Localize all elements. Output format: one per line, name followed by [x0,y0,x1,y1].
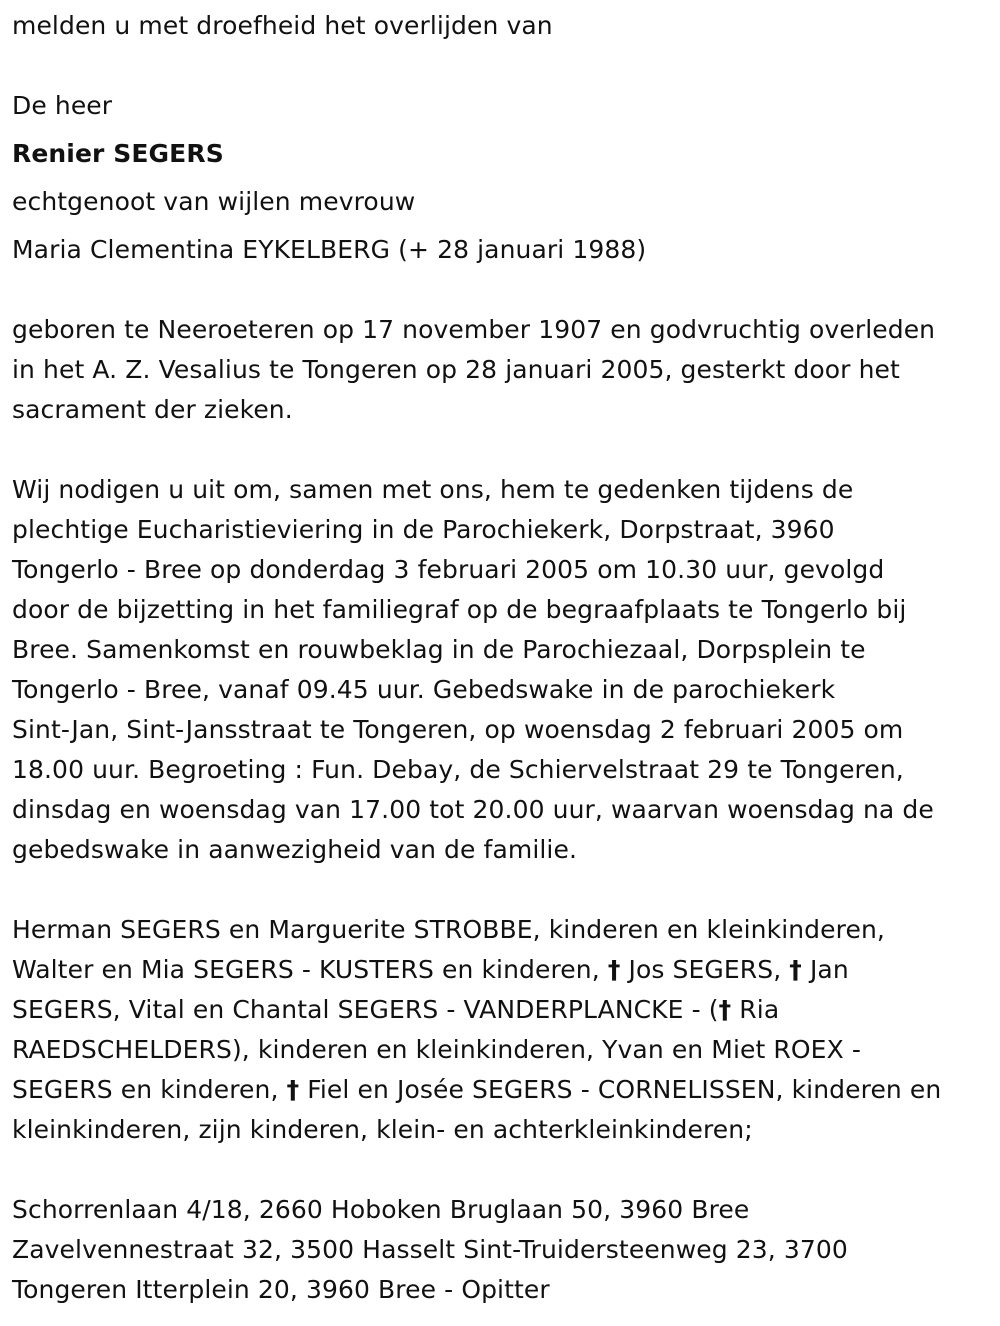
family-line [12,990,779,1030]
address-line: Tongeren Itterplein 20, 3960 Bree - Opitter [12,1275,550,1304]
paragraph-line: in het A. Z. Vesalius te Tongeren op 28 januari 2005, gesterkt door het [12,355,900,384]
family-text: Fiel en Josée SEGERS - CORNELISSEN, kinderen en [299,1075,942,1104]
cross-icon: † [286,1075,300,1104]
paragraph-line: Tongerlo - Bree, vanaf 09.45 uur. Gebedswake in de parochiekerk [12,675,836,704]
address-line: Schorrenlaan 4/18, 2660 Hoboken Bruglaan 50, 3960 Bree [12,1195,750,1224]
cross-icon: † [789,955,802,984]
family-line: kleinkinderen, zijn kinderen, klein- en achterkleinkinderen; [12,1115,753,1144]
paragraph-line: Sint-Jan, Sint-Jansstraat te Tongeren, op woensdag 2 februari 2005 om [12,715,904,744]
intro-text: melden u met droefheid het overlijden van [12,11,553,40]
paragraph-line: 18.00 uur. Begroeting : Fun. Debay, de Schiervelstraat 29 te Tongeren, [12,755,904,784]
paragraph-line: plechtige Eucharistieviering in de Parochiekerk, Dorpstraat, 3960 [12,515,835,544]
paragraph-line: door de bijzetting in het familiegraf op de begraafplaats te Tongerlo bij [12,595,907,624]
cross-icon: † [718,995,732,1024]
family-text: Walter en Mia SEGERS - KUSTERS en kinderen, [12,955,608,984]
address-line: Zavelvennestraat 32, 3500 Hasselt Sint-Truidersteenweg 23, 3700 [12,1235,848,1264]
paragraph-line: Wij nodigen u uit om, samen met ons, hem te gedenken tijdens de [12,475,854,504]
paragraph-line: Bree. Samenkomst en rouwbeklag in de Parochiezaal, Dorpsplein te [12,635,866,664]
family-text: SEGERS en kinderen, [12,1075,287,1104]
paragraph-line: Tongerlo - Bree op donderdag 3 februari 2005 om 10.30 uur, gevolgd [12,555,885,584]
family-text: Jos SEGERS, [620,955,790,984]
family-line: Herman SEGERS en Marguerite STROBBE, kinderen en kleinkinderen, [12,915,885,944]
spouse-line-2: Maria Clementina EYKELBERG (+ 28 januari 1988) [12,235,647,264]
family-line [12,950,849,990]
spouse-line-1: echtgenoot van wijlen mevrouw [12,187,416,216]
cross-icon: † [607,955,621,984]
family-line: RAEDSCHELDERS), kinderen en kleinkinderen, Yvan en Miet ROEX - [12,1035,861,1064]
family-text: Jan [801,955,849,984]
title-prefix: De heer [12,91,113,120]
paragraph-line: sacrament der zieken. [12,395,293,424]
paragraph-line: geboren te Neeroeteren op 17 november 1907 en godvruchtig overleden [12,315,936,344]
family-line [12,1070,941,1110]
deceased-name: Renier SEGERS [12,139,224,168]
paragraph-line: dinsdag en woensdag van 17.00 tot 20.00 uur, waarvan woensdag na de [12,795,934,824]
family-text: SEGERS, Vital en Chantal SEGERS - VANDERPLANCKE - ( [12,995,719,1024]
paragraph-line: gebedswake in aanwezigheid van de familie. [12,835,577,864]
family-text: Ria [731,995,780,1024]
